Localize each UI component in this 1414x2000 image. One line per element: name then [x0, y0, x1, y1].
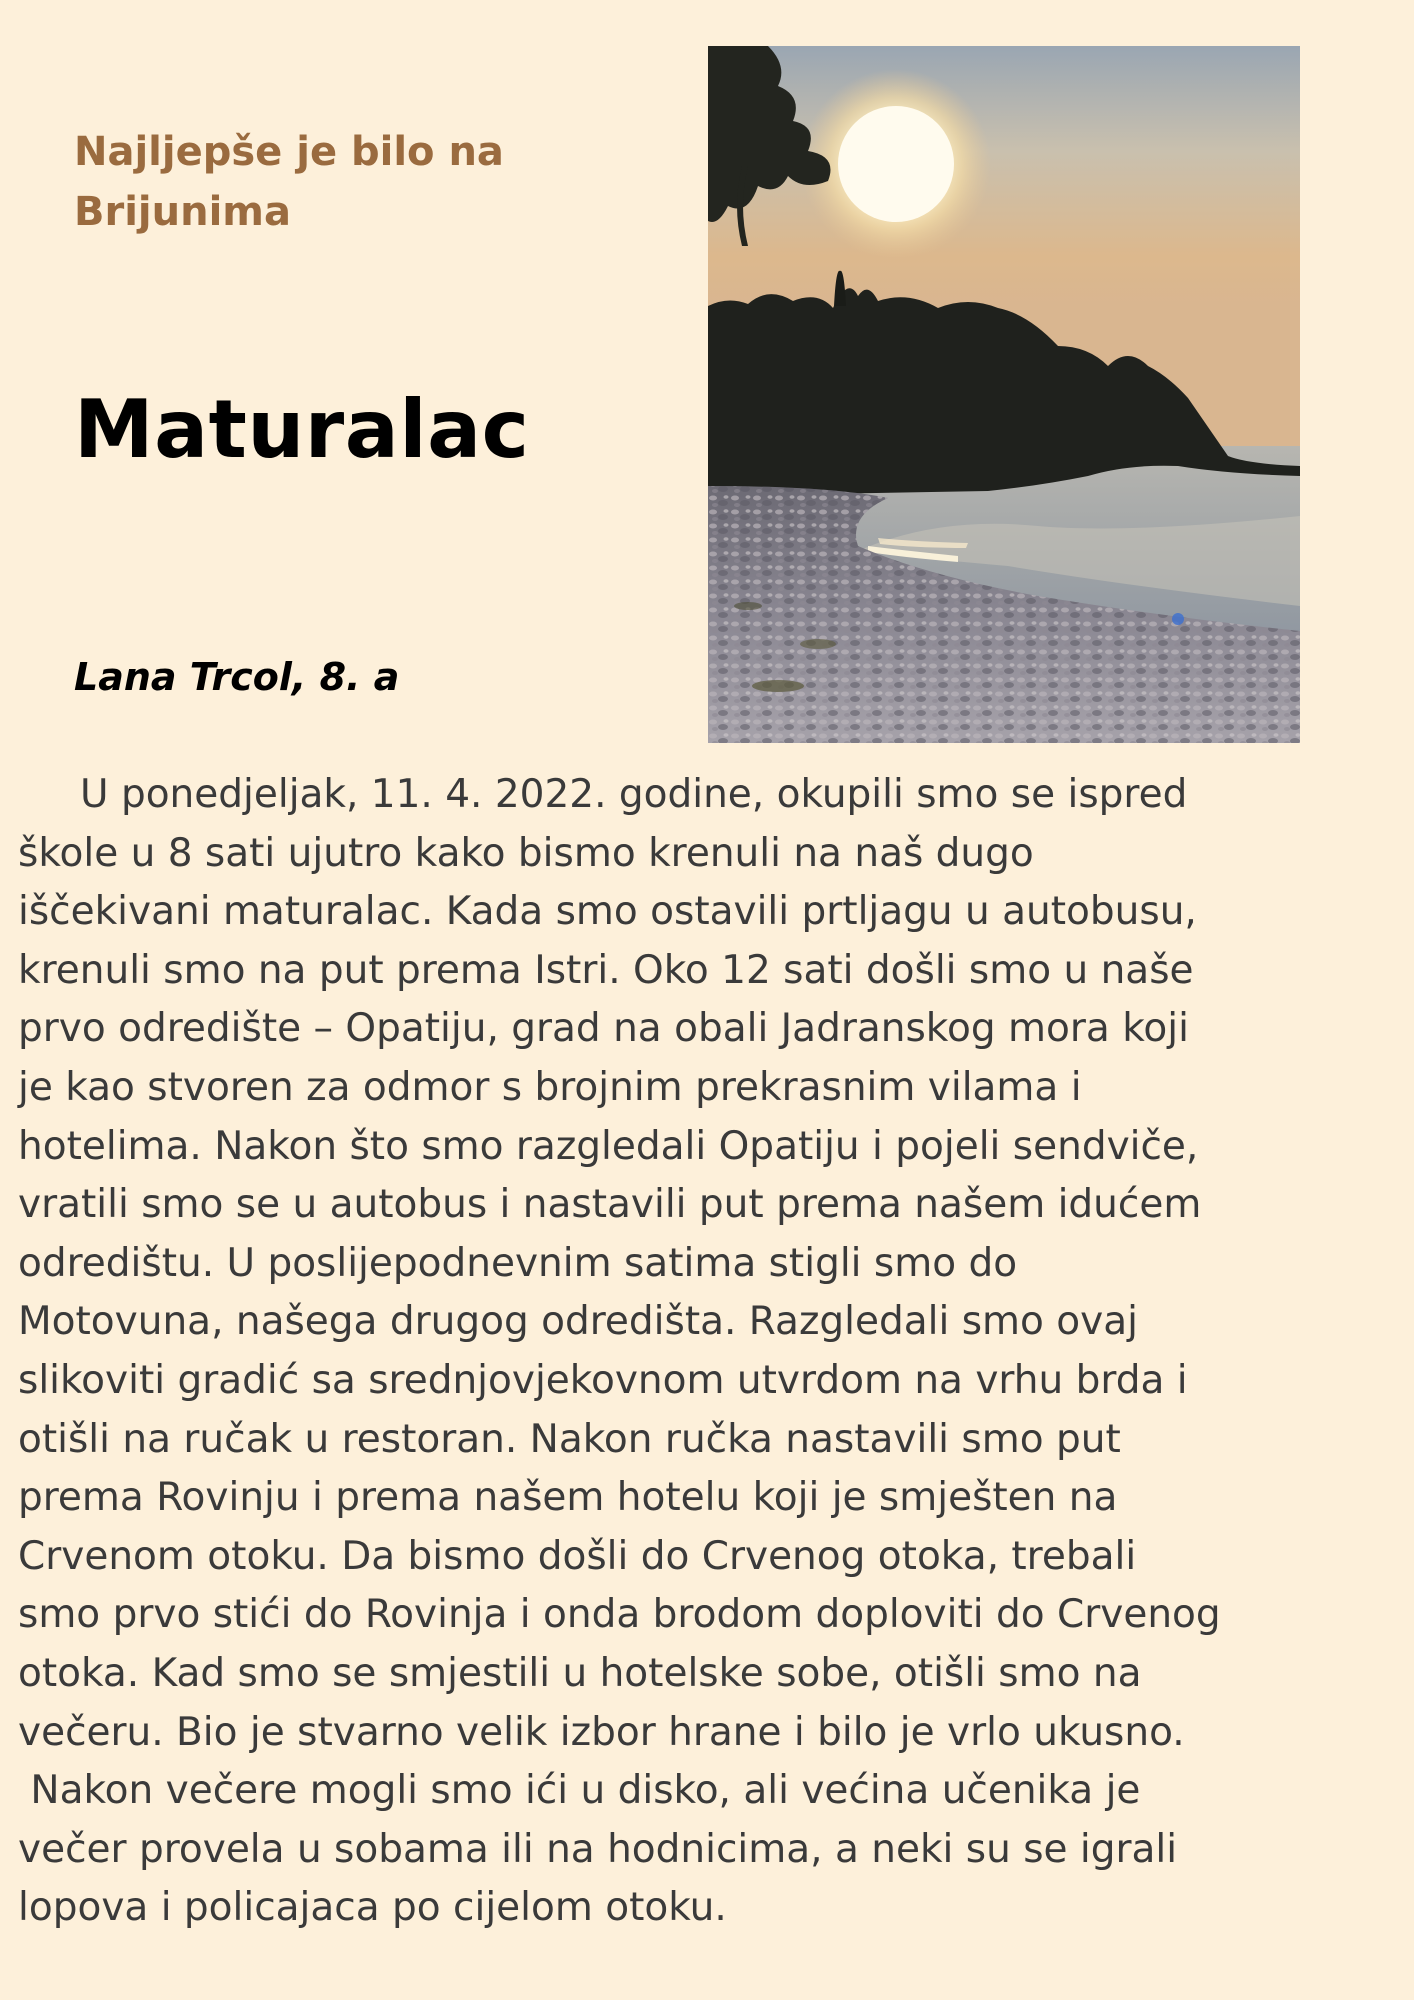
article-body: U ponedjeljak, 11. 4. 2022. godine, okupili smo se ispred škole u 8 sati ujutro kako bismo krenuli na naš dugo iščekivani maturalac. Kada smo ostavili prtljagu u autobusu, krenuli smo na put prema Istri. Oko 12 sati došli smo u naše prvo odredište – Opatiju, grad na obali Jadranskog mora koji je kao stvoren za odmor s brojnim prekrasnim vilama i hotelima. Nakon što smo razgledali Opatiju i pojeli sendviče, vratili smo se u autobus i nastavili put prema našem idućem odredištu. U poslijepodnevnim satima stigli smo do Motovuna, našega drugog odredišta. Razgledali smo ovaj slikoviti gradić sa srednjovjekovnom utvrdom na vrhu brda i otišli na ručak u restoran. Nakon ručka nastavili smo put prema Rovinju i prema našem hotelu koji je smješten na Crvenom otoku. Da bismo došli do Crvenog otoka, trebali smo prvo stići do Rovinja i onda brodom doploviti do Crvenog otoka. Kad smo se smjestili u hotelske sobe, otišli smo na večeru. Bio je stvarno velik izbor hrane i bilo je vrlo ukusno. Nakon večere mogli smo ići u disko, ali većina učenika je večer provela u sobama ili na hodnicima, a neki su se igrali lopova i policajaca po cijelom otoku.	[18, 772, 1221, 1931]
article-author: Lana Trcol, 8. a	[74, 655, 400, 699]
sunset-beach-image	[708, 46, 1300, 743]
article-title: Maturalac	[74, 383, 530, 476]
sunset-beach-photo	[708, 46, 1300, 743]
article-kicker: Najljepše je bilo na Brijunima	[74, 129, 504, 235]
